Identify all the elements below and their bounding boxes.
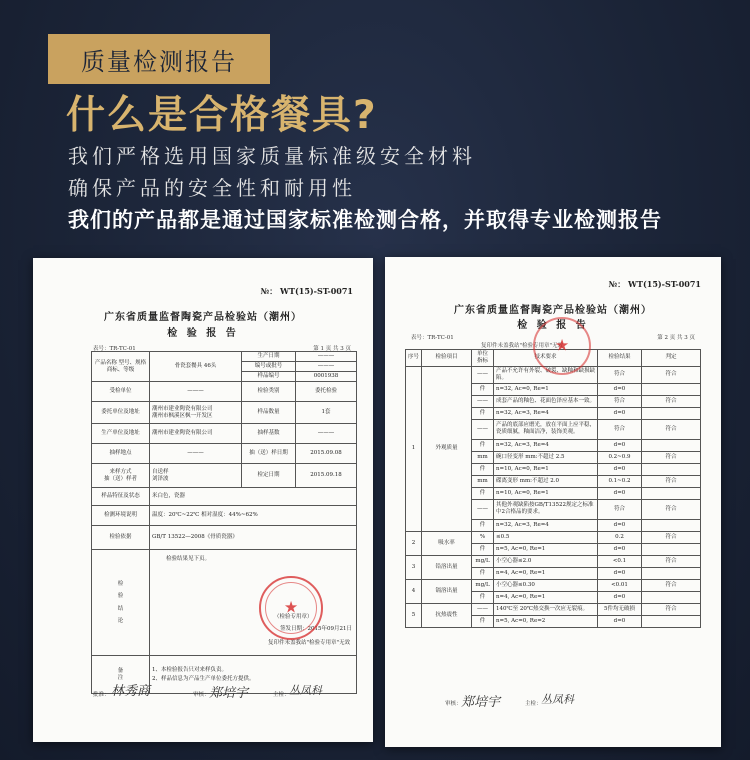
report-title-2: 广东省质量监督陶瓷产品检验站（潮州）: [454, 305, 652, 316]
cell-unit: 件: [472, 407, 494, 419]
cell-result: d=0: [598, 407, 642, 419]
results-table: [405, 349, 701, 628]
report-number-2: №： WT(15)-ST-0071: [608, 279, 701, 289]
cell-unit: ——: [472, 499, 494, 519]
basis-value: GB/T 13522—2008《骨质瓷器》: [150, 526, 357, 550]
cell-requirement: n=32, Ac=3, Re=4: [494, 519, 598, 531]
header-judgement: 判定: [642, 350, 701, 367]
conclusion-stamp-label: （检验专用章）: [274, 614, 313, 620]
serial-value: ———: [296, 362, 356, 372]
cell-judgement: [642, 463, 701, 475]
cell-requirement: 140℃至 20℃热交换一次应无裂痕。: [494, 603, 598, 615]
cell-result: 符合: [598, 499, 642, 519]
header-item: 检验项目: [422, 350, 472, 367]
cell-judgement: 符合: [642, 603, 701, 615]
cell-unit: %: [472, 531, 494, 543]
cell-judgement: [642, 487, 701, 499]
review-label: 审核：: [193, 692, 210, 698]
cell-judgement: [642, 615, 701, 627]
cell-unit: ——: [472, 419, 494, 439]
type-value: 委托检验: [296, 382, 357, 402]
cell-judgement: 符合: [642, 451, 701, 463]
cell-requirement: 碟离变形 mm:不超过 2.0: [494, 475, 598, 487]
qty-value: 1套: [296, 402, 357, 424]
cell-result: d=0: [598, 463, 642, 475]
done-value: 2015.09.18: [296, 464, 357, 488]
cell-unit: 件: [472, 487, 494, 499]
cell-result: 符合: [598, 395, 642, 407]
cell-requirement: ≤0.5: [494, 531, 598, 543]
sample-no-value: 0001938: [313, 372, 339, 379]
review-signature-2: 郑培宇: [461, 695, 501, 710]
test-label: 主检：: [273, 692, 290, 698]
statement: 我们的产品都是通过国家标准检测合格，并取得专业检测报告: [68, 208, 662, 232]
prod-date-value: ———: [296, 352, 356, 362]
site-label: 抽样地点: [92, 444, 150, 464]
cell-unit: mm: [472, 475, 494, 487]
cell-result: 符合: [598, 366, 642, 383]
cell-requirement: 其他外观缺陷按GB/T13522规定之标准中2合格品的要求。: [494, 499, 598, 519]
qty-label: 样品数量: [242, 402, 296, 424]
cell-unit: mg/L: [472, 555, 494, 567]
report-subtitle: 检 验 报 告: [167, 328, 239, 339]
cell-unit: 件: [472, 615, 494, 627]
group-item: 镉溶出量: [422, 579, 472, 603]
product-value: 骨瓷套餐具 46头: [150, 352, 242, 382]
unit-label: 受检单位: [92, 382, 150, 402]
cell-result: d=0: [598, 383, 642, 395]
group-item: 铅溶出量: [422, 555, 472, 579]
page-number-2: 第 2 页 共 3 页: [657, 335, 695, 341]
cell-result: 符合: [598, 419, 642, 439]
cell-judgement: [642, 519, 701, 531]
cell-result: d=0: [598, 519, 642, 531]
conclusion-label: 检 验 结 论: [92, 550, 150, 656]
copy-notice: 复印件未盖我站"检验专用章"无效: [268, 640, 351, 646]
copy-notice-2: 复印件未盖我站"检验专用章"无效: [481, 343, 564, 349]
cell-unit: mm: [472, 451, 494, 463]
cell-requirement: n=5, Ac=0, Re=2: [494, 615, 598, 627]
cell-requirement: n=32, Ac=3, Re=4: [494, 407, 598, 419]
conclusion-text: 检验结果见下页。: [166, 556, 211, 562]
cell-requirement: 碗口径变形 mm:不超过 2.5: [494, 451, 598, 463]
cell-result: d=0: [598, 567, 642, 579]
report-form-table: [91, 351, 357, 694]
cell-requirement: n=4, Ac=0, Re=1: [494, 567, 598, 579]
recv-label: 抽（送）样日期: [242, 444, 296, 464]
cell-result: 5件均无破损: [598, 603, 642, 615]
cell-requirement: 成套产品的釉色、花面色泽应基本一致。: [494, 395, 598, 407]
header-requirement: 技术要求: [494, 350, 598, 367]
cell-unit: ——: [472, 366, 494, 383]
cell-judgement: [642, 439, 701, 451]
note-value: 1、本检验报告只对来样负责。 2、样品信息为产品生产单位委托方提供。: [150, 656, 357, 694]
cell-requirement: 产品的底部应磨光，放在平面上应平稳，瓷质细腻，釉面洁净，装饰美观。: [494, 419, 598, 439]
report-title: 广东省质量监督陶瓷产品检验站（潮州）: [104, 312, 302, 323]
cell-result: <0.1: [598, 555, 642, 567]
cell-requirement: n=4, Ac=0, Re=1: [494, 591, 598, 603]
base-value: ———: [296, 424, 357, 444]
cell-requirement: n=10, Ac=0, Re=1: [494, 463, 598, 475]
note-label: 备 注: [92, 656, 150, 694]
cell-judgement: 符合: [642, 366, 701, 383]
product-label: 产品名称 型号、规格 商标、等级: [92, 352, 150, 382]
approve-signature: 林秀商: [111, 684, 151, 699]
method-label: 来样方式 抽（送）样者: [92, 464, 150, 488]
report-number: №： WT(15)-ST-0071: [260, 286, 353, 296]
results-row: [406, 555, 701, 567]
basis-label: 检验依据: [92, 526, 150, 550]
serial-label: 编号或批号: [242, 362, 295, 372]
group-number: 3: [406, 555, 422, 579]
recv-value: 2015.09.08: [296, 444, 357, 464]
subtitle-line-1: 我们严格选用国家质量标准级安全材料: [68, 144, 476, 168]
client-label: 委托单位及地址: [92, 402, 150, 424]
cell-requirement: n=5, Ac=0, Re=1: [494, 543, 598, 555]
review-signature: 郑培宇: [209, 686, 249, 701]
cell-requirement: 产品不允许有外裂、破裂、缺釉和缺损缺陷。: [494, 366, 598, 383]
cell-judgement: 符合: [642, 531, 701, 543]
issue-date: 签发日期：2015年09月21日: [280, 626, 352, 632]
results-row: [406, 531, 701, 543]
cell-requirement: 小空心器≤2.0: [494, 555, 598, 567]
report-subtitle-2: 检 验 报 告: [517, 320, 589, 331]
group-item: 吸水率: [422, 531, 472, 555]
maker-label: 生产单位及地址: [92, 424, 150, 444]
cell-result: d=0: [598, 439, 642, 451]
cell-judgement: 符合: [642, 555, 701, 567]
cell-result: d=0: [598, 487, 642, 499]
group-number: 5: [406, 603, 422, 627]
form-number-2: 表号：TR-TC-01: [411, 335, 454, 341]
cell-result: 0.1~0.2: [598, 475, 642, 487]
cell-requirement: n=32, Ac=0, Re=1: [494, 383, 598, 395]
state-value: 米白色，瓷器: [150, 488, 357, 506]
cell-judgement: 符合: [642, 395, 701, 407]
approve-label: 批准：: [93, 692, 110, 698]
cell-judgement: [642, 383, 701, 395]
report-page-1: [33, 258, 373, 742]
inspection-stamp-ring: [265, 582, 317, 634]
cell-unit: 件: [472, 543, 494, 555]
cell-judgement: 符合: [642, 579, 701, 591]
cell-result: <0.01: [598, 579, 642, 591]
state-label: 样品特征及状态: [92, 488, 150, 506]
header-result: 检验结果: [598, 350, 642, 367]
base-label: 抽样基数: [242, 424, 296, 444]
cell-unit: ——: [472, 603, 494, 615]
cell-requirement: n=10, Ac=0, Re=1: [494, 487, 598, 499]
test-signature: 丛凤科: [289, 684, 322, 697]
site-value: ———: [150, 444, 242, 464]
headline: 什么是合格餐具?: [66, 93, 378, 138]
unit-value: ———: [150, 382, 242, 402]
cell-judgement: [642, 591, 701, 603]
type-label: 检验类别: [242, 382, 296, 402]
header-unit: 单位 指标: [472, 350, 494, 367]
cell-result: d=0: [598, 591, 642, 603]
cell-unit: 件: [472, 591, 494, 603]
cell-judgement: 符合: [642, 499, 701, 519]
group-number: 1: [406, 366, 422, 531]
review-label-2: 审核：: [445, 701, 462, 707]
results-row: [406, 603, 701, 615]
group-number: 2: [406, 531, 422, 555]
env-label: 检测环境说明: [92, 506, 150, 526]
cell-judgement: [642, 407, 701, 419]
report-banner: 质量检测报告: [48, 34, 270, 84]
cell-unit: 件: [472, 567, 494, 579]
page-number: 第 1 页 共 3 页: [313, 346, 351, 352]
sample-no-label: 样品编号: [257, 372, 280, 379]
cell-judgement: 符合: [642, 419, 701, 439]
subtitle-line-2: 确保产品的安全性和耐用性: [68, 176, 356, 200]
report-page-2: [385, 257, 721, 747]
cell-unit: 件: [472, 439, 494, 451]
header-no: 序号: [406, 350, 422, 367]
group-item: 外观质量: [422, 366, 472, 531]
prod-date-label: 生产日期: [242, 352, 295, 362]
done-label: 检定日期: [242, 464, 296, 488]
form-number: 表号：TR-TC-01: [93, 346, 136, 352]
group-number: 4: [406, 579, 422, 603]
test-label-2: 主检：: [525, 701, 542, 707]
cell-judgement: [642, 567, 701, 579]
cell-unit: 件: [472, 463, 494, 475]
cell-judgement: [642, 543, 701, 555]
cell-judgement: 符合: [642, 475, 701, 487]
group-item: 抗热震性: [422, 603, 472, 627]
results-row: [406, 579, 701, 591]
cell-unit: ——: [472, 395, 494, 407]
cell-result: 0.2: [598, 531, 642, 543]
cell-unit: 件: [472, 519, 494, 531]
inspection-stamp-2: [533, 317, 591, 375]
method-value: 自送样 刘泽波: [150, 464, 242, 488]
cell-result: d=0: [598, 615, 642, 627]
cell-result: d=0: [598, 543, 642, 555]
client-value: 潮州市建业陶瓷有限公司 潮州市枫溪区枫一开发区: [150, 402, 242, 424]
cell-requirement: n=32, Ac=3, Re=4: [494, 439, 598, 451]
maker-value: 潮州市建业陶瓷有限公司: [150, 424, 242, 444]
env-value: 温度：20℃~22℃ 相对湿度：44%~62%: [150, 506, 357, 526]
cell-result: 0.2~0.9: [598, 451, 642, 463]
cell-requirement: 小空心器≤0.30: [494, 579, 598, 591]
cell-unit: 件: [472, 383, 494, 395]
cell-unit: mg/L: [472, 579, 494, 591]
test-signature-2: 丛凤科: [541, 693, 574, 706]
